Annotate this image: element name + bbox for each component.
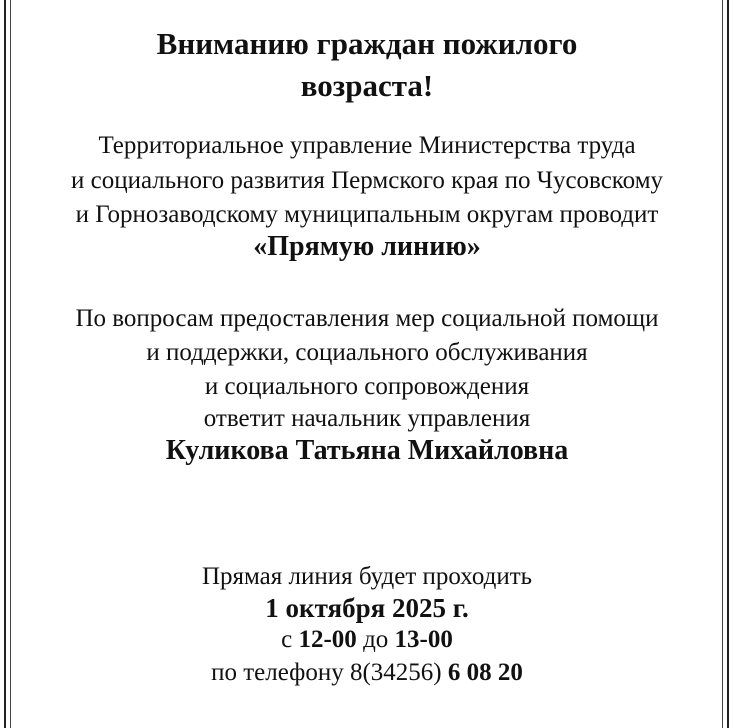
topic-line-4: ответит начальник управления	[203, 405, 531, 432]
intro-line-2: и социального развития Пермского края по Чусовскому	[70, 167, 664, 194]
time-end: 13-00	[394, 626, 453, 653]
title-line-2: возраста!	[300, 68, 434, 103]
topic-line-2: и поддержки, социального обслуживания	[146, 339, 588, 366]
event-name: «Прямую линию»	[253, 231, 481, 262]
phone-number: 6 08 20	[447, 659, 523, 686]
topic-line-1: По вопросам предоставления мер социальной помощи	[75, 305, 659, 332]
intro-line-1: Территориальное управление Министерства труда	[98, 132, 636, 159]
schedule-time	[0, 627, 734, 652]
phone-prefix: по телефону 8(34256)	[211, 659, 442, 686]
time-to-word: до	[363, 626, 389, 653]
intro-line-3: и Горнозаводскому муниципальным округам проводит	[75, 201, 659, 228]
schedule-line-1: Прямая линия будет проходить	[201, 563, 533, 590]
time-start: 12-00	[298, 626, 357, 653]
topic-line-3: и социального сопровождения	[204, 373, 530, 400]
schedule-phone	[0, 660, 734, 685]
schedule-date: 1 октября 2025 г.	[265, 593, 469, 623]
title-line-1: Вниманию граждан пожилого	[156, 26, 578, 61]
person-name: Куликова Татьяна Михайловна	[165, 435, 569, 466]
time-from-word: с	[281, 626, 293, 653]
